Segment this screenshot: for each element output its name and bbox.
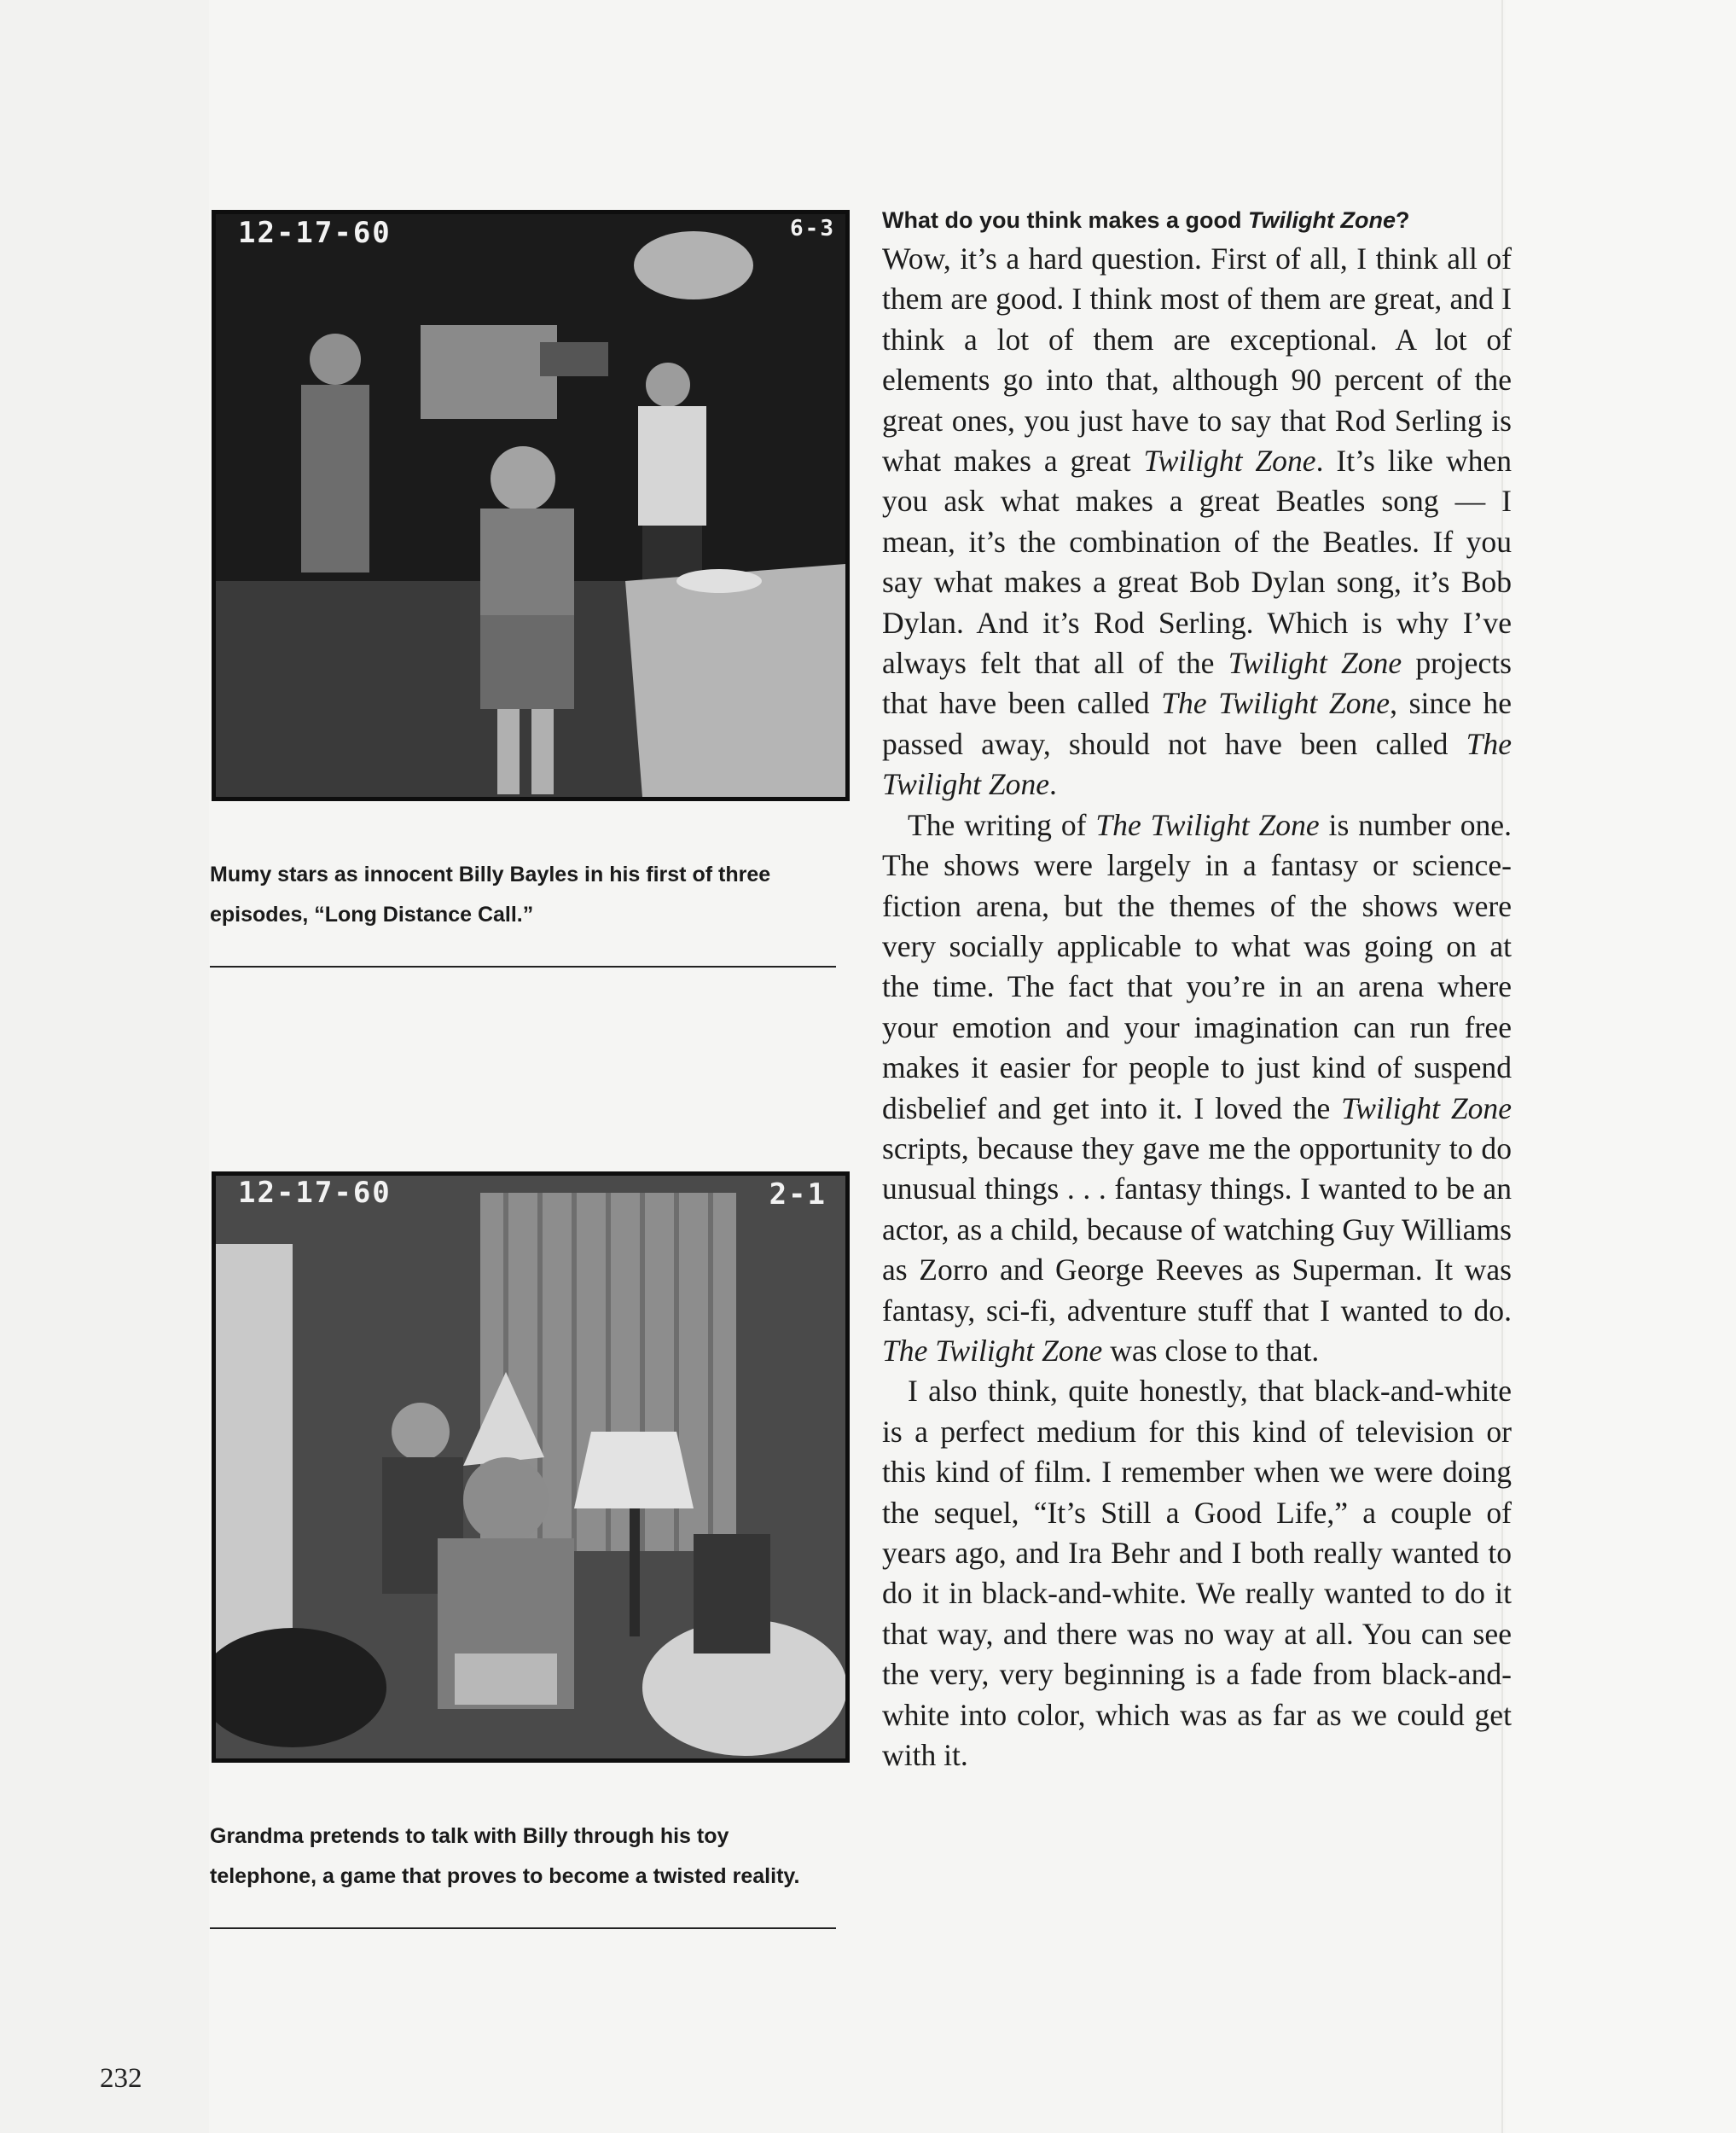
caption-rule-2 — [210, 1927, 836, 1929]
question-italic: Twilight Zone — [1248, 207, 1396, 233]
text-run: I also think, quite honestly, that black-and-white is a perfect medium for this kind of television or this kind of film. I remember when we were doing the sequel, “It’s Still a Good Life,” a couple of years ago, and Ira Behr and I both really wanted to do it in black-and-white. We really wanted to do it that way, and there was no way at all. You can see the very, very beginning is a fade from black-and-white into color, which was as far as we could get with it. — [882, 1374, 1512, 1773]
answer-paragraph-2 — [882, 805, 1512, 1372]
question-text: What do you think makes a good — [882, 207, 1249, 233]
text-run: scripts, because they gave me the opportunity to do unusual things . . . fantasy things. I wanted to be an actor, as a child, because of watching Guy Williams as Zorro and George Reeves as Superman. It was fantasy, sci-fi, adventure stuff that I wanted to do. — [882, 1130, 1512, 1328]
question-mark: ? — [1396, 207, 1410, 233]
negative-frame-label: 2-1 — [769, 1177, 827, 1212]
page-margin-right — [1506, 0, 1736, 2133]
negative-date-label: 12-17-60 — [238, 1176, 392, 1210]
text-run: The writing of — [908, 807, 1096, 842]
page-margin-left — [0, 0, 209, 2133]
answer-paragraph-1 — [882, 239, 1512, 805]
italic-title-run: The Twilight Zone — [882, 1333, 1103, 1368]
text-run: . — [1049, 767, 1057, 802]
italic-title-run: Twilight Zone — [1341, 1090, 1512, 1125]
text-run: projects that have been called — [882, 646, 1512, 721]
negative-frame-label: 6-3 — [790, 216, 835, 241]
text-run: . It’s like when you ask what makes a great Beatles song — I mean, it’s the combination of the Beatles. If you say what makes a great Bob Dylan song, it’s Bob Dylan. And it’s Rod Serling. Which is why I’ve always felt that all of the — [882, 444, 1512, 681]
photo-2-image — [216, 1176, 845, 1758]
caption-rule-1 — [210, 966, 836, 968]
italic-title-run: The Twilight Zone — [1161, 686, 1391, 721]
text-run: is number one. The shows were largely in a fantasy or science-fiction arena, but the themes of the shows were very socially applicable to what was going on at the time. The fact that you’re in an arena where your emotion and your imagination can run free makes it easier for people to just kind of suspend disbelief and get into it. I loved the — [882, 807, 1512, 1125]
italic-title-run: Twilight Zone — [1143, 444, 1316, 479]
photo-long-distance-call — [212, 210, 850, 801]
italic-title-run: The Twilight Zone — [1095, 807, 1320, 842]
caption-photo-2: Grandma pretends to talk with Billy through his toy telephone, a game that proves to become a twisted reality. — [210, 1824, 800, 1888]
italic-title-run: The Twilight Zone — [882, 726, 1512, 802]
interview-article — [882, 203, 1512, 1776]
answer-paragraph-3 — [882, 1371, 1512, 1776]
text-run: , since he passed away, should not have been called — [882, 686, 1512, 761]
page-number: 232 — [100, 2063, 142, 2094]
text-run: Wow, it’s a hard question. First of all, I think all of them are good. I think most of them are great, and I think a lot of them are exceptional. A lot of elements go into that, although 90 percent of the great ones, you just have to say that Rod Serling is what makes a great — [882, 241, 1512, 479]
caption-photo-1: Mumy stars as innocent Billy Bayles in his first of three episodes, “Long Distance Call.” — [210, 863, 771, 927]
photo-1-image — [216, 214, 845, 797]
photo-toy-telephone — [212, 1171, 850, 1763]
text-run: was close to that. — [1102, 1333, 1320, 1368]
negative-date-label: 12-17-60 — [238, 216, 392, 250]
interview-question — [882, 203, 1512, 237]
italic-title-run: Twilight Zone — [1228, 646, 1402, 681]
